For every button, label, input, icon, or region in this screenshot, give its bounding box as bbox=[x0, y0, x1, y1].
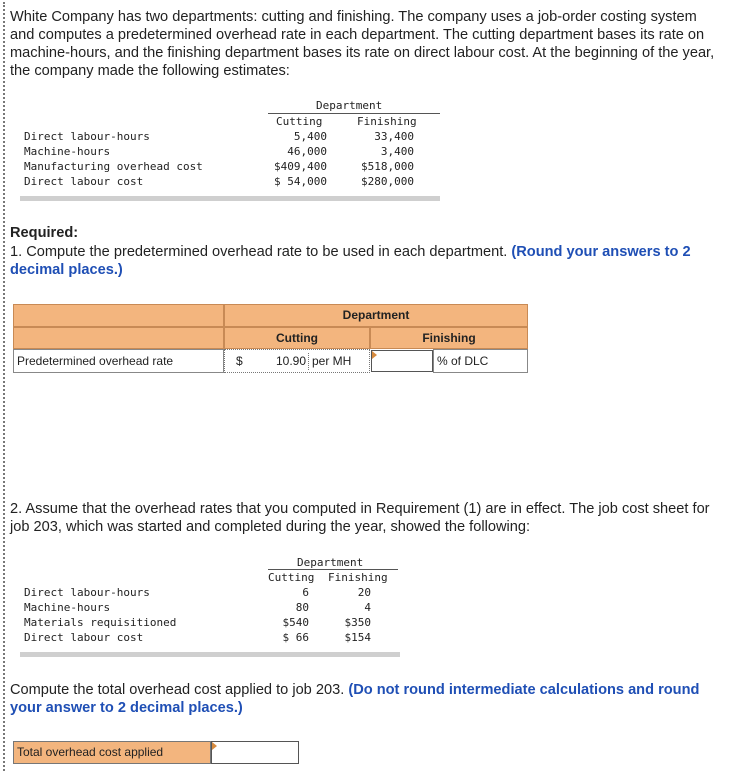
input-marker-icon bbox=[212, 742, 217, 750]
job-dept-header: Department bbox=[297, 556, 364, 569]
estimates-cutting-value: 46,000 bbox=[287, 145, 327, 158]
rate-col-cutting: Cutting bbox=[224, 327, 370, 349]
job-cutting-value: $ 66 bbox=[282, 631, 309, 644]
job-row-label: Direct labour-hours bbox=[24, 586, 150, 599]
estimates-cutting-value: $ 54,000 bbox=[274, 175, 327, 188]
requirement-2: 2. Assume that the overhead rates that you computed in Requirement (1) are in effect. The job cost sheet for job 203, which was started and completed during the year, showed the following: bbox=[10, 501, 710, 535]
rate-cutting-cell bbox=[224, 349, 370, 373]
estimates-dept-header: Department bbox=[316, 99, 383, 112]
total-overhead-label: Total overhead cost applied bbox=[13, 741, 211, 764]
rate-cutting-currency: $ bbox=[236, 354, 243, 368]
rate-col-finishing: Finishing bbox=[370, 327, 528, 349]
estimates-cutting-value: 5,400 bbox=[293, 130, 327, 143]
table-bottom-bar bbox=[20, 652, 400, 657]
estimates-row-label: Manufacturing overhead cost bbox=[24, 160, 203, 173]
rate-cutting-divider bbox=[308, 353, 309, 370]
estimates-row-label: Direct labour cost bbox=[24, 175, 144, 188]
job-row-label: Direct labour cost bbox=[24, 631, 144, 644]
rate-cutting-unit: per MH bbox=[312, 354, 352, 368]
rate-dept-header: Department bbox=[224, 304, 528, 327]
estimates-finishing-value: $280,000 bbox=[361, 175, 414, 188]
job-finishing-value: $154 bbox=[344, 631, 371, 644]
requirement-2b-text: Compute the total overhead cost applied to job 203. bbox=[10, 682, 345, 698]
job-finishing-value: $350 bbox=[344, 616, 371, 629]
requirement-2b-note: (Do not round intermediate calculations and round your answer to 2 decimal places.) bbox=[10, 682, 700, 716]
job-col-cutting: Cutting bbox=[268, 571, 315, 584]
job-row-label: Materials requisitioned bbox=[24, 616, 177, 629]
requirement-2b bbox=[10, 681, 728, 717]
job-cutting-value: 80 bbox=[295, 601, 309, 614]
job-cutting-value: $540 bbox=[282, 616, 309, 629]
requirement-1 bbox=[10, 243, 728, 279]
required-heading: Required: bbox=[10, 225, 79, 241]
estimates-cutting-value: $409,400 bbox=[274, 160, 327, 173]
rate-finishing-input[interactable] bbox=[371, 350, 433, 372]
job-col-finishing: Finishing bbox=[328, 571, 388, 584]
job-row-label: Machine-hours bbox=[24, 601, 111, 614]
input-marker-icon bbox=[372, 351, 377, 359]
estimates-row-label: Machine-hours bbox=[24, 145, 111, 158]
job-finishing-value: 4 bbox=[364, 601, 371, 614]
dept-underline bbox=[268, 569, 398, 570]
requirement-1-note: (Round your answers to 2 decimal places.) bbox=[10, 244, 691, 278]
rate-cutting-input[interactable]: 10.90 bbox=[275, 354, 306, 368]
estimates-finishing-value: 3,400 bbox=[380, 145, 414, 158]
requirement-1-text: 1. Compute the predetermined overhead rate to be used in each department. bbox=[10, 244, 508, 260]
estimates-finishing-value: 33,400 bbox=[374, 130, 414, 143]
rate-row-label: Predetermined overhead rate bbox=[13, 349, 224, 373]
estimates-col-finishing: Finishing bbox=[357, 115, 417, 128]
total-overhead-input[interactable] bbox=[211, 741, 299, 764]
rate-header-blank-2 bbox=[13, 327, 224, 349]
dept-underline bbox=[268, 113, 440, 114]
estimates-col-cutting: Cutting bbox=[276, 115, 323, 128]
estimates-row-label: Direct labour-hours bbox=[24, 130, 150, 143]
intro-paragraph: White Company has two departments: cutting and finishing. The company uses a job-order costing system and computes a predetermined overhead rate in each department. The cutting department bases its rate on machine-hours, and the finishing department bases its rate on direct labour cost. At the beginning of the year, the company made the following estimates: bbox=[10, 9, 715, 79]
job-cutting-value: 6 bbox=[302, 586, 309, 599]
rate-header-blank bbox=[13, 304, 224, 327]
rate-finishing-unit: % of DLC bbox=[433, 349, 528, 373]
table-bottom-bar bbox=[20, 196, 440, 201]
job-finishing-value: 20 bbox=[357, 586, 371, 599]
estimates-finishing-value: $518,000 bbox=[361, 160, 414, 173]
